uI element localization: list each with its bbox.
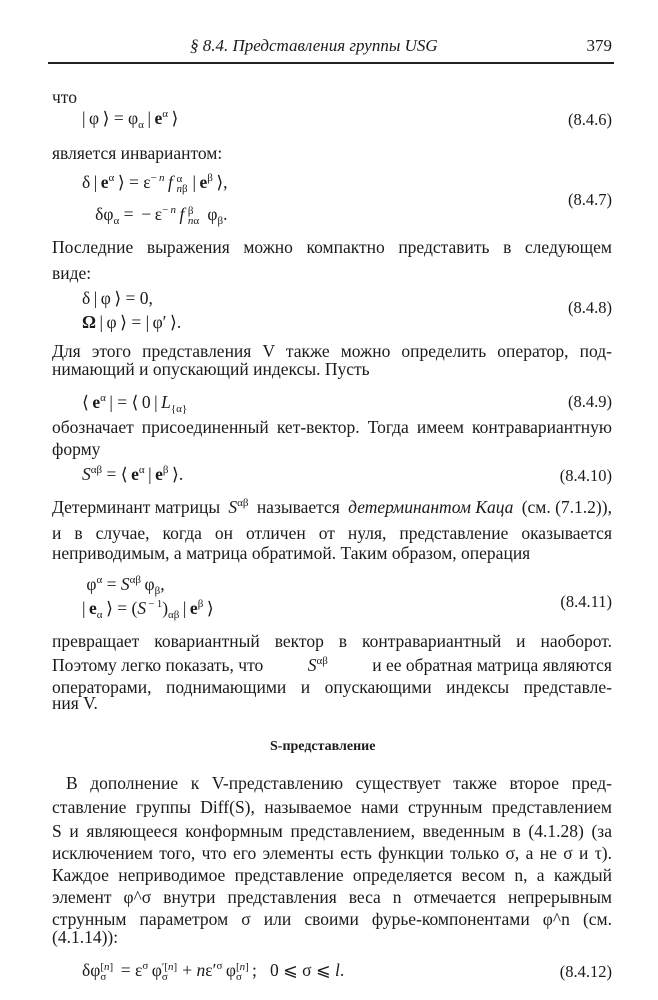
paragraph-kac-line-3: неприводимым, а матрица обратимой. Таким образом, операция — [52, 543, 531, 563]
covariant-text-a: Поэтому легко показать, что — [52, 655, 264, 675]
equation-8-4-10: $S^{\alpha\beta}$ = ⟨ $e^\alpha$ | $e^\beta$ ⟩. — [82, 464, 184, 484]
paragraph-operator-line-1: Для этого представления V также можно определить оператор, под- — [52, 341, 612, 361]
paragraph-ket-line-2: форму — [52, 439, 101, 459]
paragraph-kac-line-2: и в случае, когда он отличен от нуля, представление оказывается — [52, 523, 612, 543]
covariant-text-b: и ее обратная матрица являются — [372, 655, 612, 675]
eq-number-8-4-7: (8.4.7) — [568, 190, 612, 209]
page-number: 379 — [586, 36, 612, 55]
paragraph-ket-line-1: обозначает присоединенный кет-вектор. Тогда имеем контравариантную — [52, 417, 612, 437]
paragraph-compact-line-1: Последние выражения можно компактно представить в следующем — [52, 237, 612, 257]
paragraph-kac-line-1 — [52, 494, 612, 520]
equation-8-4-12: δφ [n] σ = $\varepsilon^\sigma$ φ ′[n] σ + $n\varepsilon'^\sigma$ φ [n] σ ; 0 ⩽ σ ⩽ l. — [82, 960, 345, 983]
covariant-matrix-symbol: $S^{\alpha\beta}$ — [307, 655, 328, 675]
eq-number-8-4-12: (8.4.12) — [559, 962, 612, 981]
paragraph-s-rep-line-6: элемент φ^σ внутри представления веса n отмечается непрерывным — [52, 887, 612, 907]
running-header: § 8.4. Представления группы USG — [190, 36, 438, 55]
equation-8-4-7-line-1: δ | $e^\alpha$ ⟩ = $\varepsilon^{- n}$ f α nβ | $e^\beta$ ⟩, — [82, 172, 228, 195]
eq-number-8-4-6: (8.4.6) — [568, 110, 612, 129]
eq-number-8-4-10: (8.4.10) — [559, 466, 612, 485]
eq-number-8-4-9: (8.4.9) — [568, 392, 612, 411]
kac-matrix-symbol: $S^{\alpha\beta}$ — [228, 497, 249, 517]
equation-8-4-11-line-2: | $e_\alpha$ ⟩ = (S $^{- 1})_{\alpha\beta}$ | $e^\beta$ ⟩ — [82, 598, 214, 621]
paragraph-compact-line-2: виде: — [52, 263, 92, 283]
paragraph-s-rep-line-8: (4.1.14)): — [52, 927, 119, 947]
paragraph-s-rep-line-7: струнным параметром σ или своими фурье-компонентами φ^n (см. — [52, 909, 612, 929]
kac-text-d: (см. (7.1.2)), — [521, 497, 612, 517]
paragraph-operator-line-2: нимающий и опускающий индексы. Пусть — [52, 359, 370, 379]
paragraph-s-rep-line-1: В дополнение к V-представлению существует также второе пред- — [66, 773, 612, 793]
header-rule — [48, 62, 614, 64]
paragraph-s-rep-line-4: исключением того, что его элементы есть функции только σ, а не σ и τ). — [52, 843, 612, 863]
equation-8-4-9: ⟨ $e^\alpha$ | = ⟨ 0 | $L_{\{\alpha\}}$ — [82, 392, 188, 415]
kac-text-b: называется — [256, 497, 340, 517]
kac-text-a: Детерминант матрицы — [52, 497, 221, 517]
paragraph-covariant-line-1: превращает ковариантный вектор в контравариантный и наоборот. — [52, 631, 612, 651]
equation-8-4-11-line-1: $\varphi^\alpha = S^{\alpha\beta}$ $\varphi_\beta$, — [82, 574, 165, 597]
paragraph-s-rep-line-3: S и являющееся конформным представлением, введенным в (4.1.28) (за — [52, 821, 612, 841]
kac-determinant-term: детерминантом Каца — [348, 497, 514, 517]
paragraph-s-rep-line-5: Каждое неприводимое представление определяется весом n, а каждый — [52, 865, 612, 885]
paragraph-covariant-line-4: ния V. — [52, 693, 98, 713]
paragraph-s-rep-line-2: ставление группы Diff(S), называемое нами струнным представлением — [52, 797, 612, 817]
paragraph-invariant: является инвариантом: — [52, 143, 223, 163]
eq-number-8-4-8: (8.4.8) — [568, 298, 612, 317]
paragraph-that: что — [52, 87, 77, 107]
paragraph-covariant-line-3: операторами, поднимающими и опускающими индексы представле- — [52, 677, 612, 697]
section-title: S-представление — [270, 739, 376, 754]
equation-8-4-8-line-1: δ | φ ⟩ = 0, — [82, 288, 153, 308]
equation-8-4-8-line-2: Ω | φ ⟩ = | φ′ ⟩. — [82, 312, 182, 332]
equation-8-4-6: | φ ⟩ = $\varphi_\alpha$ | $e^\alpha$ ⟩ — [82, 108, 179, 131]
eq-number-8-4-11: (8.4.11) — [560, 592, 612, 611]
equation-8-4-7-line-2: $\delta\varphi_\alpha$ = − $\varepsilon^{- n}$ f β nα $\varphi_\beta$. — [82, 204, 228, 227]
